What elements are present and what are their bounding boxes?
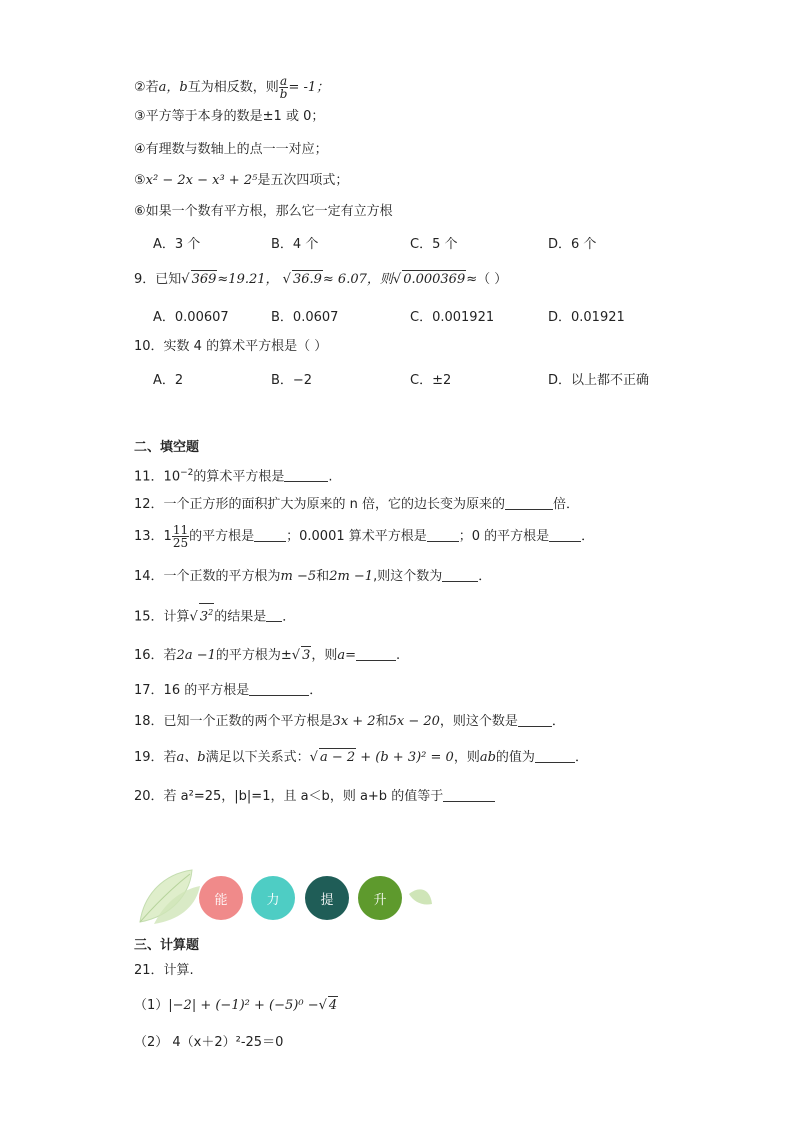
statement-6: ⑥如果一个数有平方根，那么它一定有立方根 (134, 204, 393, 219)
question-13 (134, 522, 594, 552)
q9-suffix: ≈（ ） (466, 272, 508, 287)
q18-expr-2: 5x − 20 (388, 714, 440, 729)
answer-blank[interactable] (442, 567, 478, 582)
q9-radicand-3: 0.000369 (403, 272, 466, 287)
answer-blank[interactable] (266, 607, 282, 622)
q14-text-d: ． (478, 569, 492, 584)
q16-text-a: 16．若 (134, 648, 177, 663)
q13-text-e: ． (581, 529, 595, 544)
banner-circle-1: 能 (199, 876, 243, 920)
q10-option-a[interactable]: A．2 (153, 373, 184, 388)
answer-blank[interactable] (427, 527, 459, 542)
q9-option-c[interactable]: C．0.001921 (410, 310, 495, 325)
q14-expr-2: 2m −1 (329, 569, 374, 584)
q15-text-b: 的结果是 (214, 609, 267, 625)
answer-blank[interactable] (254, 527, 286, 542)
radical-sign: √ (282, 272, 291, 287)
q12-text-a: 12．一个正方形的面积扩大为原来的 n 倍，它的边长变为原来的 (134, 497, 506, 512)
q11-exponent: −2 (180, 468, 194, 478)
q13-text-b: 的平方根是 (189, 529, 255, 544)
q13-text-a: 13．1 (134, 529, 172, 544)
q11-text-a: 11．10 (134, 469, 181, 485)
banner-circle-2: 力 (251, 876, 295, 920)
q14-text-a: 14．一个正数的平方根为 (134, 569, 281, 584)
statement-5-prefix: ⑤ (134, 173, 146, 188)
statement-5 (134, 172, 348, 190)
q9-value-1: ≈19.21， (217, 272, 279, 287)
q9-option-d[interactable]: D．0.01921 (548, 310, 625, 325)
q15-radicand-exponent: 2 (208, 608, 214, 617)
statement-2-text: 互为相反数，则 (187, 80, 279, 95)
section-title-fill-in: 二、填空题 (134, 440, 200, 455)
question-9 (134, 270, 507, 289)
q15-radicand (199, 603, 214, 626)
q17-text-a: 17．16 的平方根是 (134, 683, 250, 698)
q12-text-b: 倍． (553, 497, 580, 512)
q9-radicand-2: 36.9 (292, 272, 322, 287)
q16-text-c: ，则 (311, 648, 338, 663)
answer-blank[interactable] (505, 495, 553, 510)
radical-sign: √ (291, 648, 301, 663)
answer-blank[interactable] (443, 787, 495, 802)
q19-expr-2: + (b + 3)² = 0 (356, 750, 454, 765)
q20-text-a: 20．若 a²=25，|b|=1，且 a＜b，则 a+b 的值等于 (134, 789, 444, 804)
q21-1-expression: |−2| + (−1)² + (−5)⁰ − (168, 998, 319, 1013)
q15-radicand-base: 3 (199, 609, 209, 625)
answer-blank[interactable] (284, 467, 328, 482)
q18-text-c: ，则这个数是 (439, 714, 518, 729)
q8-option-a[interactable]: A．3 个 (153, 237, 201, 252)
section-title-calculation: 三、计算题 (134, 938, 200, 953)
q16-expr-2: a= (337, 648, 357, 663)
q19-expr-3: ab (479, 750, 496, 765)
q10-option-b[interactable]: B．−2 (271, 373, 313, 388)
question-14 (134, 567, 491, 586)
statement-4: ④有理数与数轴上的点一一对应； (134, 142, 328, 157)
statement-2 (134, 75, 329, 100)
q19-text-a: 19．若 (134, 750, 177, 765)
statement-2-suffix: = -1； (288, 80, 330, 95)
question-19 (134, 748, 588, 767)
q21-1-radicand: 4 (328, 998, 338, 1013)
fraction-denominator: 25 (172, 536, 189, 550)
q19-text-d: 的值为 (495, 750, 535, 765)
radical-sign: √ (309, 750, 318, 765)
question-15 (134, 603, 295, 626)
question-21: 21．计算. (134, 963, 194, 978)
q18-expr-1: 3x + 2 (332, 714, 376, 729)
q19-text-c: ，则 (453, 750, 480, 765)
answer-blank[interactable] (249, 681, 309, 696)
q13-text-d: ；0 的平方根是 (458, 529, 550, 544)
q16-text-d: . (396, 648, 401, 663)
q15-text-c: ． (282, 609, 296, 625)
q15-text-a: 15．计算 (134, 609, 190, 625)
question-11 (134, 464, 333, 486)
q13-text-c: ；0.0001 算术平方根是 (286, 529, 427, 544)
q8-option-b[interactable]: B．4 个 (271, 237, 319, 252)
q9-radicand-1: 369 (191, 272, 217, 287)
q14-text-c: ,则这个数为 (373, 569, 443, 584)
mixed-fraction (172, 524, 189, 549)
q10-option-c[interactable]: C．±2 (410, 373, 452, 388)
q19-expr-1: a、b (176, 750, 206, 765)
q9-option-a[interactable]: A．0.00607 (153, 310, 229, 325)
radical-sign: √ (189, 609, 198, 625)
answer-blank[interactable] (549, 527, 581, 542)
q17-text-b: ． (309, 683, 323, 698)
q16-text-b: 的平方根为± (215, 648, 292, 663)
q21-1-label: （1） (134, 998, 169, 1013)
q11-text-b: 的算术平方根是 (193, 469, 285, 485)
q18-text-b: 和 (375, 714, 389, 729)
fraction-numerator: 11 (172, 523, 189, 537)
statement-5-suffix: 是五次四项式； (257, 173, 349, 188)
fraction-a-over-b (279, 75, 289, 100)
q11-text-c: . (328, 469, 333, 485)
q14-expr-1: m −5 (280, 569, 317, 584)
question-10: 10．实数 4 的算术平方根是（ ） (134, 339, 328, 354)
q8-option-c[interactable]: C．5 个 (410, 237, 458, 252)
q19-text-e: ． (574, 750, 588, 765)
q10-option-d[interactable]: D．以上都不正确 (548, 373, 650, 388)
answer-blank[interactable] (518, 712, 552, 727)
q9-value-2: ≈ 6.07，则 (322, 272, 393, 287)
statement-2-vars: a，b (158, 80, 188, 95)
fraction-numerator: a (280, 74, 288, 88)
q8-option-d[interactable]: D．6 个 (548, 237, 597, 252)
q16-radicand: 3 (302, 648, 311, 663)
fraction-denominator: b (279, 87, 288, 101)
q19-radicand: a − 2 (319, 750, 356, 765)
statement-3: ③平方等于本身的数是±1 或 0； (134, 109, 325, 124)
answer-blank[interactable] (535, 748, 575, 763)
question-16 (134, 646, 400, 665)
polynomial-expression: x² − 2x − x³ + 2⁵ (145, 173, 258, 188)
question-21-part-2: （2） 4（x＋2）²-25＝0 (134, 1035, 284, 1050)
q18-text-a: 18．已知一个正数的两个平方根是 (134, 714, 333, 729)
question-18 (134, 712, 565, 731)
question-20 (134, 787, 495, 806)
banner-circle-3: 提 (305, 876, 349, 920)
q14-text-b: 和 (316, 569, 330, 584)
radical-sign: √ (392, 272, 402, 287)
question-21-part-1 (134, 996, 338, 1015)
q16-expr-1: 2a −1 (176, 648, 216, 663)
question-12 (134, 495, 579, 514)
radical-sign: √ (318, 998, 327, 1013)
q18-text-d: ． (551, 714, 565, 729)
statement-2-prefix: ②若 (134, 80, 159, 95)
q9-option-b[interactable]: B．0.0607 (271, 310, 339, 325)
question-17 (134, 681, 322, 700)
banner-circle-4: 升 (358, 876, 402, 920)
q9-prefix: 9．已知 (134, 272, 182, 287)
q19-text-b: 满足以下关系式： (205, 750, 310, 765)
answer-blank[interactable] (356, 646, 396, 661)
radical-sign: √ (181, 272, 190, 287)
